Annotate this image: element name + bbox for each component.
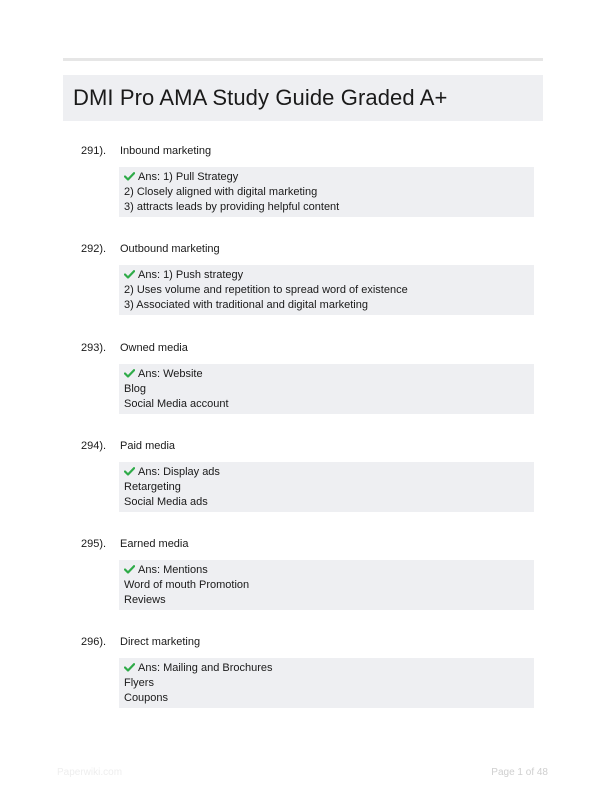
question-number: 291). [81, 145, 107, 157]
question-text: Earned media [120, 538, 189, 550]
answer-line: Ans: Website [124, 367, 534, 382]
answer-box [119, 658, 534, 708]
check-icon [124, 270, 135, 279]
answer-line: Social Media ads [124, 496, 208, 508]
document-title: DMI Pro AMA Study Guide Graded A+ [73, 85, 448, 110]
answer-line: Social Media account [124, 398, 229, 410]
title-bar [63, 75, 543, 121]
answer-line: Retargeting [124, 481, 181, 493]
question-number: 295). [81, 538, 107, 550]
question-text: Inbound marketing [120, 145, 212, 157]
answer-line: Coupons [124, 692, 169, 704]
question-text: Outbound marketing [120, 243, 220, 255]
answer-line: Word of mouth Promotion [124, 579, 250, 591]
top-divider [63, 58, 543, 61]
answer-line: Flyers [124, 677, 154, 689]
question-text: Direct marketing [120, 636, 201, 648]
answer-line: Ans: 1) Pull Strategy [124, 170, 534, 185]
answer-line: 3) attracts leads by providing helpful content [124, 201, 340, 213]
check-icon [124, 172, 135, 181]
check-icon [124, 467, 135, 476]
answer-line: Ans: Mentions [124, 563, 534, 578]
answer-line: Reviews [124, 594, 166, 606]
answer-line: 3) Associated with traditional and digital marketing [124, 299, 368, 311]
question-number: 293). [81, 342, 107, 354]
answer-line: 2) Closely aligned with digital marketing [124, 186, 318, 198]
answer-box [119, 265, 534, 315]
check-icon [124, 369, 135, 378]
answer-box [119, 560, 534, 610]
question-text: Paid media [120, 440, 176, 452]
check-icon [124, 663, 135, 672]
question-number: 292). [81, 243, 107, 255]
answer-line: Ans: Display ads [124, 465, 534, 480]
answer-box [119, 167, 534, 217]
answer-line: Ans: 1) Push strategy [124, 268, 534, 283]
page-number: Page 1 of 48 [491, 767, 548, 778]
footer-watermark: Paperwiki.com [57, 767, 123, 778]
check-icon [124, 565, 135, 574]
question-number: 296). [81, 636, 107, 648]
question-text: Owned media [120, 342, 188, 354]
question-number: 294). [81, 440, 107, 452]
answer-box [119, 364, 534, 414]
answer-box [119, 462, 534, 512]
answer-line: 2) Uses volume and repetition to spread word of existence [124, 284, 408, 296]
answer-line: Blog [124, 383, 147, 395]
answer-line: Ans: Mailing and Brochures [124, 661, 534, 676]
